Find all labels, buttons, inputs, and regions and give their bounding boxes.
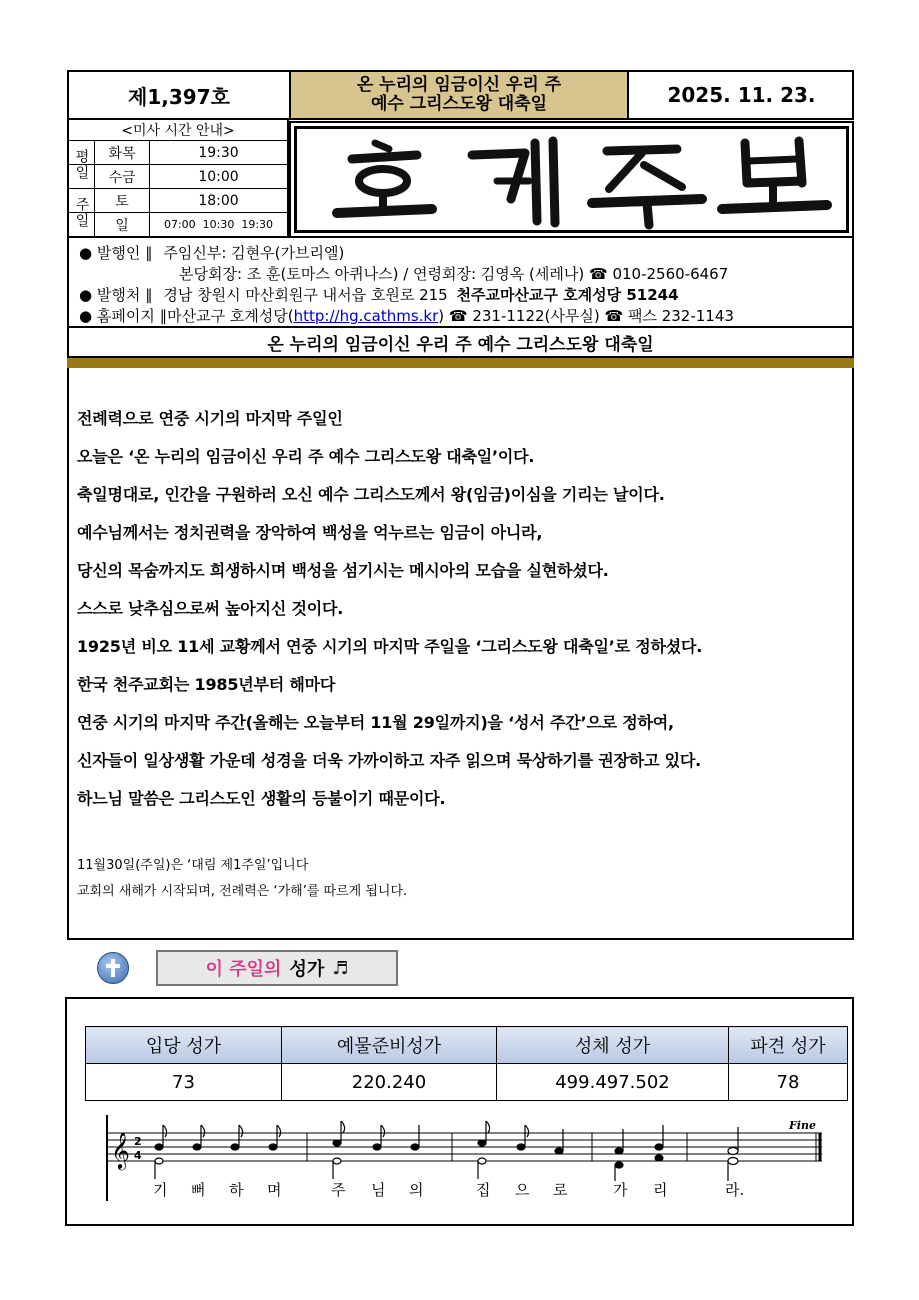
lyric-syllable: 로	[553, 1181, 568, 1199]
lyric-syllable: 님	[371, 1181, 386, 1199]
address-label: ● 발행처 ∥	[79, 286, 153, 304]
mass-schedule	[67, 120, 289, 238]
publisher-label: ● 발행인 ∥	[79, 244, 153, 262]
feast-title-line2: 예수 그리스도왕 대축일	[370, 94, 548, 114]
calligraphy-title	[297, 129, 850, 234]
mass-day: 수금	[95, 165, 150, 188]
article-paragraph: 연중 시기의 마지막 주간(올해는 오늘부터 11월 29일까지)을 ‘성서 주간’으로 정하여,	[77, 713, 674, 732]
lyric-syllable: 주	[331, 1181, 346, 1199]
homepage-pre: 마산교구 호계성당(	[167, 307, 294, 325]
mass-row	[69, 164, 287, 188]
lyric-syllable: 리	[653, 1181, 668, 1199]
homepage-label: ● 홈페이지 ∥	[79, 307, 168, 325]
main-article	[67, 368, 854, 940]
mass-row	[69, 188, 287, 212]
publisher-line	[79, 242, 344, 263]
hymn-header-cell: 입당 성가	[86, 1027, 282, 1064]
music-note-icon: ♬	[332, 957, 349, 979]
time-signature: 2	[134, 1135, 142, 1148]
hymn-number-cell: 78	[729, 1064, 848, 1101]
address-value: 경남 창원시 마산회원구 내서읍 호원로 215	[163, 286, 448, 304]
hymn-label-b: 성가	[289, 959, 325, 980]
article-note: 11월30일(주일)은 ‘대림 제1주일’입니다	[77, 858, 309, 873]
lyric-syllable: 라.	[725, 1181, 745, 1199]
council-line: 본당회장: 조 훈(토마스 아퀴나스) / 연령회장: 김영옥 (세레나) ☎ 010-2560-6467	[179, 265, 729, 283]
cross-glyph	[104, 958, 122, 978]
hymn-number-cell: 73	[86, 1064, 282, 1101]
hymn-table-row	[86, 1064, 848, 1101]
mass-day: 일	[95, 213, 150, 236]
article-paragraph: 전례력으로 연중 시기의 마지막 주일인	[77, 409, 343, 428]
mass-schedule-title: <미사 시간 안내>	[121, 123, 235, 139]
homepage-line	[79, 305, 734, 326]
mass-time: 10:00	[198, 168, 239, 185]
article-heading: 온 누리의 임금이신 우리 주 예수 그리스도왕 대축일	[67, 326, 854, 358]
address-line	[79, 284, 679, 305]
divider-bar	[67, 358, 854, 368]
hymn-header-cell: 파견 성가	[729, 1027, 848, 1064]
lyric-syllable: 기	[153, 1181, 168, 1199]
feast-title	[291, 72, 629, 118]
bulletin-title-banner	[289, 121, 854, 238]
weekday-group-text: 평일	[73, 148, 90, 181]
lyric-syllable: 집	[476, 1181, 491, 1199]
mass-time: 19:30	[198, 144, 239, 161]
hymn-section-label	[156, 950, 398, 986]
homepage-post: ) ☎ 231-1122(사무실) ☎ 팩스 232-1143	[438, 307, 734, 325]
lyric-syllable: 의	[409, 1181, 424, 1199]
article-paragraph: 예수님께서는 정치권력을 장악하여 백성을 억누르는 임금이 아니라,	[77, 523, 543, 542]
svg-text:4: 4	[134, 1149, 142, 1162]
hymn-number-cell: 220.240	[282, 1064, 497, 1101]
issue-date: 2025. 11. 23.	[667, 83, 816, 107]
music-score	[97, 1111, 827, 1217]
mass-row	[69, 212, 287, 236]
publication-info	[67, 238, 854, 326]
hymn-header-cell: 예물준비성가	[282, 1027, 497, 1064]
feast-title-line1: 온 누리의 임금이신 우리 주	[356, 75, 562, 95]
article-paragraph: 한국 천주교회는 1985년부터 해마다	[77, 675, 336, 694]
parish-name: 천주교마산교구 호계성당 51244	[456, 286, 679, 304]
hymn-box	[65, 997, 854, 1226]
hymn-lyrics	[153, 1181, 744, 1199]
article-paragraph: 신자들이 일상생활 가운데 성경을 더욱 가까이하고 자주 읽으며 묵상하기를 권장하고 있다.	[77, 751, 702, 770]
bulletin-title-logo	[294, 126, 849, 233]
lyric-syllable: 하	[229, 1181, 244, 1199]
hymn-number-cell: 499.497.502	[497, 1064, 729, 1101]
mass-time: 18:00	[198, 192, 239, 209]
treble-clef-icon: 𝄞	[111, 1131, 130, 1169]
masthead	[67, 70, 854, 120]
mass-day: 화목	[95, 141, 150, 164]
mass-row	[69, 140, 287, 164]
lyric-syllable: 가	[613, 1181, 628, 1199]
sunday-group-text: 주일	[73, 196, 90, 229]
homepage-link[interactable]: http://hg.cathms.kr	[293, 307, 439, 325]
article-note: 교회의 새해가 시작되며, 전례력은 ‘가해’를 따르게 됩니다.	[77, 884, 408, 899]
cross-icon	[97, 952, 129, 984]
mass-time: 07:00 10:30 19:30	[163, 218, 274, 231]
article-paragraph: 하느님 말씀은 그리스도인 생활의 등불이기 때문이다.	[77, 789, 446, 808]
article-paragraph: 1925년 비오 11세 교황께서 연중 시기의 마지막 주일을 ‘그리스도왕 대축일’로 정하셨다.	[77, 637, 703, 656]
lyric-syllable: 으	[515, 1181, 530, 1199]
publisher-value: 주임신부: 김현우(가브리엘)	[163, 244, 345, 262]
lyric-syllable: 며	[267, 1181, 282, 1199]
mass-day: 토	[95, 189, 150, 212]
issue-number: 제1,397호	[69, 72, 291, 118]
hymn-header-cell: 성체 성가	[497, 1027, 729, 1064]
lyric-syllable: 뻐	[191, 1181, 206, 1199]
fine-marking: Fine	[789, 1119, 816, 1132]
hymn-table-header	[86, 1027, 848, 1064]
article-paragraph: 축일명대로, 인간을 구원하러 오신 예수 그리스도께서 왕(임금)이심을 기리는 날이다.	[77, 485, 665, 504]
hymn-label-a: 이 주일의	[205, 959, 282, 980]
article-paragraph: 스스로 낮추심으로써 높아지신 것이다.	[77, 599, 344, 618]
hymn-table	[85, 1026, 848, 1101]
music-notes	[155, 1121, 738, 1181]
article-paragraph: 오늘은 ‘온 누리의 임금이신 우리 주 예수 그리스도왕 대축일’이다.	[77, 447, 535, 466]
article-paragraph: 당신의 목숨까지도 희생하시며 백성을 섬기시는 메시아의 모습을 실현하셨다.	[77, 561, 609, 580]
